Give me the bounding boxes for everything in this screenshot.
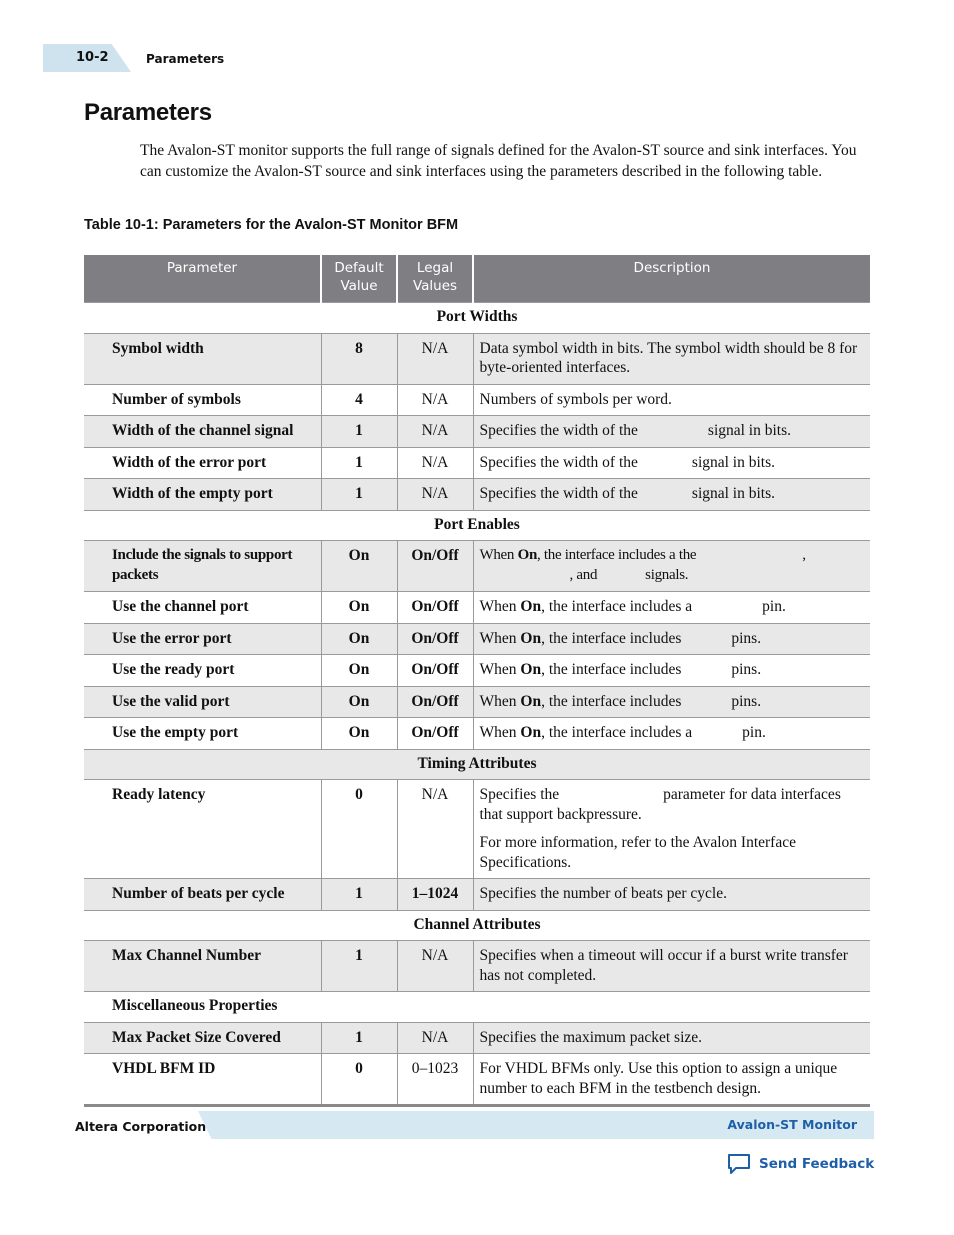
desc-more-info: For more information, refer to the Avalon Interface Specifications. xyxy=(479,834,796,871)
desc-on: On xyxy=(520,598,542,615)
desc-text: Specifies the width of the xyxy=(479,453,638,471)
param-default: 4 xyxy=(321,384,397,416)
param-default: 1 xyxy=(321,879,397,911)
table-row xyxy=(84,384,870,416)
desc-on: On xyxy=(520,661,542,678)
param-name: Max Channel Number xyxy=(84,941,321,992)
param-default: On xyxy=(321,592,397,624)
param-description: Specifies the number of beats per cycle. xyxy=(473,879,870,911)
param-name: Use the channel port xyxy=(84,592,321,624)
param-description: Data symbol width in bits. The symbol width should be 8 for byte-oriented interfaces. xyxy=(473,333,870,384)
param-legal: N/A xyxy=(397,1022,473,1054)
param-legal: On/Off xyxy=(397,686,473,718)
param-legal: On/Off xyxy=(397,655,473,687)
desc-text: Specifies the width of the xyxy=(479,485,638,502)
table-row xyxy=(84,1022,870,1054)
desc-text: When xyxy=(479,692,521,710)
param-legal: 0–1023 xyxy=(397,1054,473,1106)
param-default: 1 xyxy=(321,447,397,479)
desc-text: signals. xyxy=(645,566,689,583)
header-description: Description xyxy=(473,255,870,303)
param-description xyxy=(473,655,870,687)
param-description xyxy=(473,592,870,624)
param-description xyxy=(473,780,870,879)
group-row xyxy=(84,992,870,1023)
table-row xyxy=(84,655,870,687)
param-default: 1 xyxy=(321,1022,397,1054)
group-timing-attributes: Timing Attributes xyxy=(84,749,870,780)
param-name: Symbol width xyxy=(84,333,321,384)
param-description xyxy=(473,541,870,592)
table-row xyxy=(84,333,870,384)
table-row xyxy=(84,879,870,911)
group-port-widths: Port Widths xyxy=(84,303,870,334)
param-legal: N/A xyxy=(397,479,473,511)
param-legal: N/A xyxy=(397,384,473,416)
desc-text: , the interface includes a xyxy=(541,598,693,615)
table-row xyxy=(84,718,870,750)
table-row xyxy=(84,416,870,448)
desc-text: , the interface includes xyxy=(541,692,682,710)
param-name: Use the valid port xyxy=(84,686,321,718)
footer-company: Altera Corporation xyxy=(75,1119,207,1134)
desc-on: On xyxy=(520,724,542,741)
param-default: On xyxy=(321,541,397,592)
param-description xyxy=(473,686,870,718)
table-row xyxy=(84,686,870,718)
param-default: On xyxy=(321,686,397,718)
table-row xyxy=(84,541,870,592)
param-default: 0 xyxy=(321,780,397,879)
param-name: Number of symbols xyxy=(84,384,321,416)
group-row xyxy=(84,303,870,334)
param-default: 1 xyxy=(321,941,397,992)
running-head: Parameters xyxy=(146,52,225,66)
desc-text: pins. xyxy=(731,661,762,678)
desc-text: , and xyxy=(569,566,598,583)
param-default: On xyxy=(321,655,397,687)
desc-text: pins. xyxy=(731,692,762,710)
desc-on: On xyxy=(520,692,542,710)
param-legal: N/A xyxy=(397,941,473,992)
group-port-enables: Port Enables xyxy=(84,510,870,541)
param-name: Include the signals to support packets xyxy=(84,541,321,592)
desc-text: When xyxy=(479,547,518,563)
desc-text: When xyxy=(479,629,521,647)
footer-chapter-link[interactable]: Avalon-ST Monitor xyxy=(727,1117,857,1132)
param-description xyxy=(473,479,870,511)
param-description xyxy=(473,718,870,750)
param-description xyxy=(473,447,870,479)
group-misc-properties: Miscellaneous Properties xyxy=(84,992,870,1023)
table-row xyxy=(84,592,870,624)
table-row xyxy=(84,1054,870,1106)
desc-text: When xyxy=(479,724,521,741)
param-name: Ready latency xyxy=(84,780,321,879)
param-default: On xyxy=(321,623,397,655)
speech-bubble-icon xyxy=(727,1153,751,1175)
param-description: Specifies when a timeout will occur if a burst write transfer has not completed. xyxy=(473,941,870,992)
param-name: Use the error port xyxy=(84,623,321,655)
desc-text: When xyxy=(479,661,521,678)
table-row xyxy=(84,941,870,992)
desc-text: When xyxy=(479,598,521,615)
param-default: On xyxy=(321,718,397,750)
desc-text: parameter for data interfaces that support backpressure. xyxy=(479,786,841,823)
parameters-table xyxy=(84,255,870,1107)
param-description: For VHDL BFMs only. Use this option to assign a unique number to each BFM in the testbench design. xyxy=(473,1054,870,1106)
desc-text: Specifies the xyxy=(479,786,560,803)
param-default: 0 xyxy=(321,1054,397,1106)
desc-text: signal in bits. xyxy=(691,485,776,502)
table-row xyxy=(84,447,870,479)
param-legal: On/Off xyxy=(397,623,473,655)
group-row xyxy=(84,910,870,941)
param-description xyxy=(473,416,870,448)
param-legal: N/A xyxy=(397,416,473,448)
header-default-value: Default Value xyxy=(321,255,397,303)
param-name: Use the empty port xyxy=(84,718,321,750)
desc-text: , the interface includes xyxy=(541,629,682,647)
param-name: Width of the error port xyxy=(84,447,321,479)
param-name: Max Packet Size Covered xyxy=(84,1022,321,1054)
param-name: Width of the empty port xyxy=(84,479,321,511)
table-row xyxy=(84,479,870,511)
group-channel-attributes: Channel Attributes xyxy=(84,910,870,941)
param-legal: 1–1024 xyxy=(397,879,473,911)
param-default: 8 xyxy=(321,333,397,384)
param-name: Number of beats per cycle xyxy=(84,879,321,911)
send-feedback-label[interactable]: Send Feedback xyxy=(759,1156,875,1172)
desc-text: pin. xyxy=(742,724,766,741)
param-name: Use the ready port xyxy=(84,655,321,687)
desc-on: On xyxy=(517,547,537,563)
param-legal: N/A xyxy=(397,780,473,879)
table-row xyxy=(84,623,870,655)
page-number: 10-2 xyxy=(76,50,109,65)
intro-paragraph: The Avalon-ST monitor supports the full range of signals defined for the Avalon-ST source and sink interfaces. You can customize the Avalon-ST source and sink interfaces using the parameters described in the following table. xyxy=(140,142,857,180)
group-row xyxy=(84,749,870,780)
table-row xyxy=(84,780,870,879)
desc-text: signal in bits. xyxy=(707,422,792,439)
param-legal: N/A xyxy=(397,447,473,479)
param-name: Width of the channel signal xyxy=(84,416,321,448)
desc-text: , the interface includes a the xyxy=(537,547,697,563)
desc-text: pin. xyxy=(762,598,786,615)
send-feedback-link[interactable] xyxy=(727,1153,874,1175)
table-caption: Table 10-1: Parameters for the Avalon-ST Monitor BFM xyxy=(84,217,459,233)
param-name: VHDL BFM ID xyxy=(84,1054,321,1106)
param-legal: On/Off xyxy=(397,718,473,750)
desc-text: pins. xyxy=(731,629,762,647)
section-title: Parameters xyxy=(84,99,212,126)
desc-text: , the interface includes a xyxy=(541,724,693,741)
param-legal: On/Off xyxy=(397,592,473,624)
desc-text: Specifies the width of the xyxy=(479,422,638,439)
desc-text: , xyxy=(802,547,806,563)
group-row xyxy=(84,510,870,541)
param-description: Numbers of symbols per word. xyxy=(473,384,870,416)
desc-text: , the interface includes xyxy=(541,661,682,678)
param-default: 1 xyxy=(321,479,397,511)
param-description: Specifies the maximum packet size. xyxy=(473,1022,870,1054)
param-legal: N/A xyxy=(397,333,473,384)
param-legal: On/Off xyxy=(397,541,473,592)
table-header-row xyxy=(84,255,870,303)
param-default: 1 xyxy=(321,416,397,448)
desc-on: On xyxy=(520,629,542,647)
desc-text: signal in bits. xyxy=(691,453,776,471)
header-parameter: Parameter xyxy=(84,255,321,303)
param-description xyxy=(473,623,870,655)
header-legal-values: Legal Values xyxy=(397,255,473,303)
